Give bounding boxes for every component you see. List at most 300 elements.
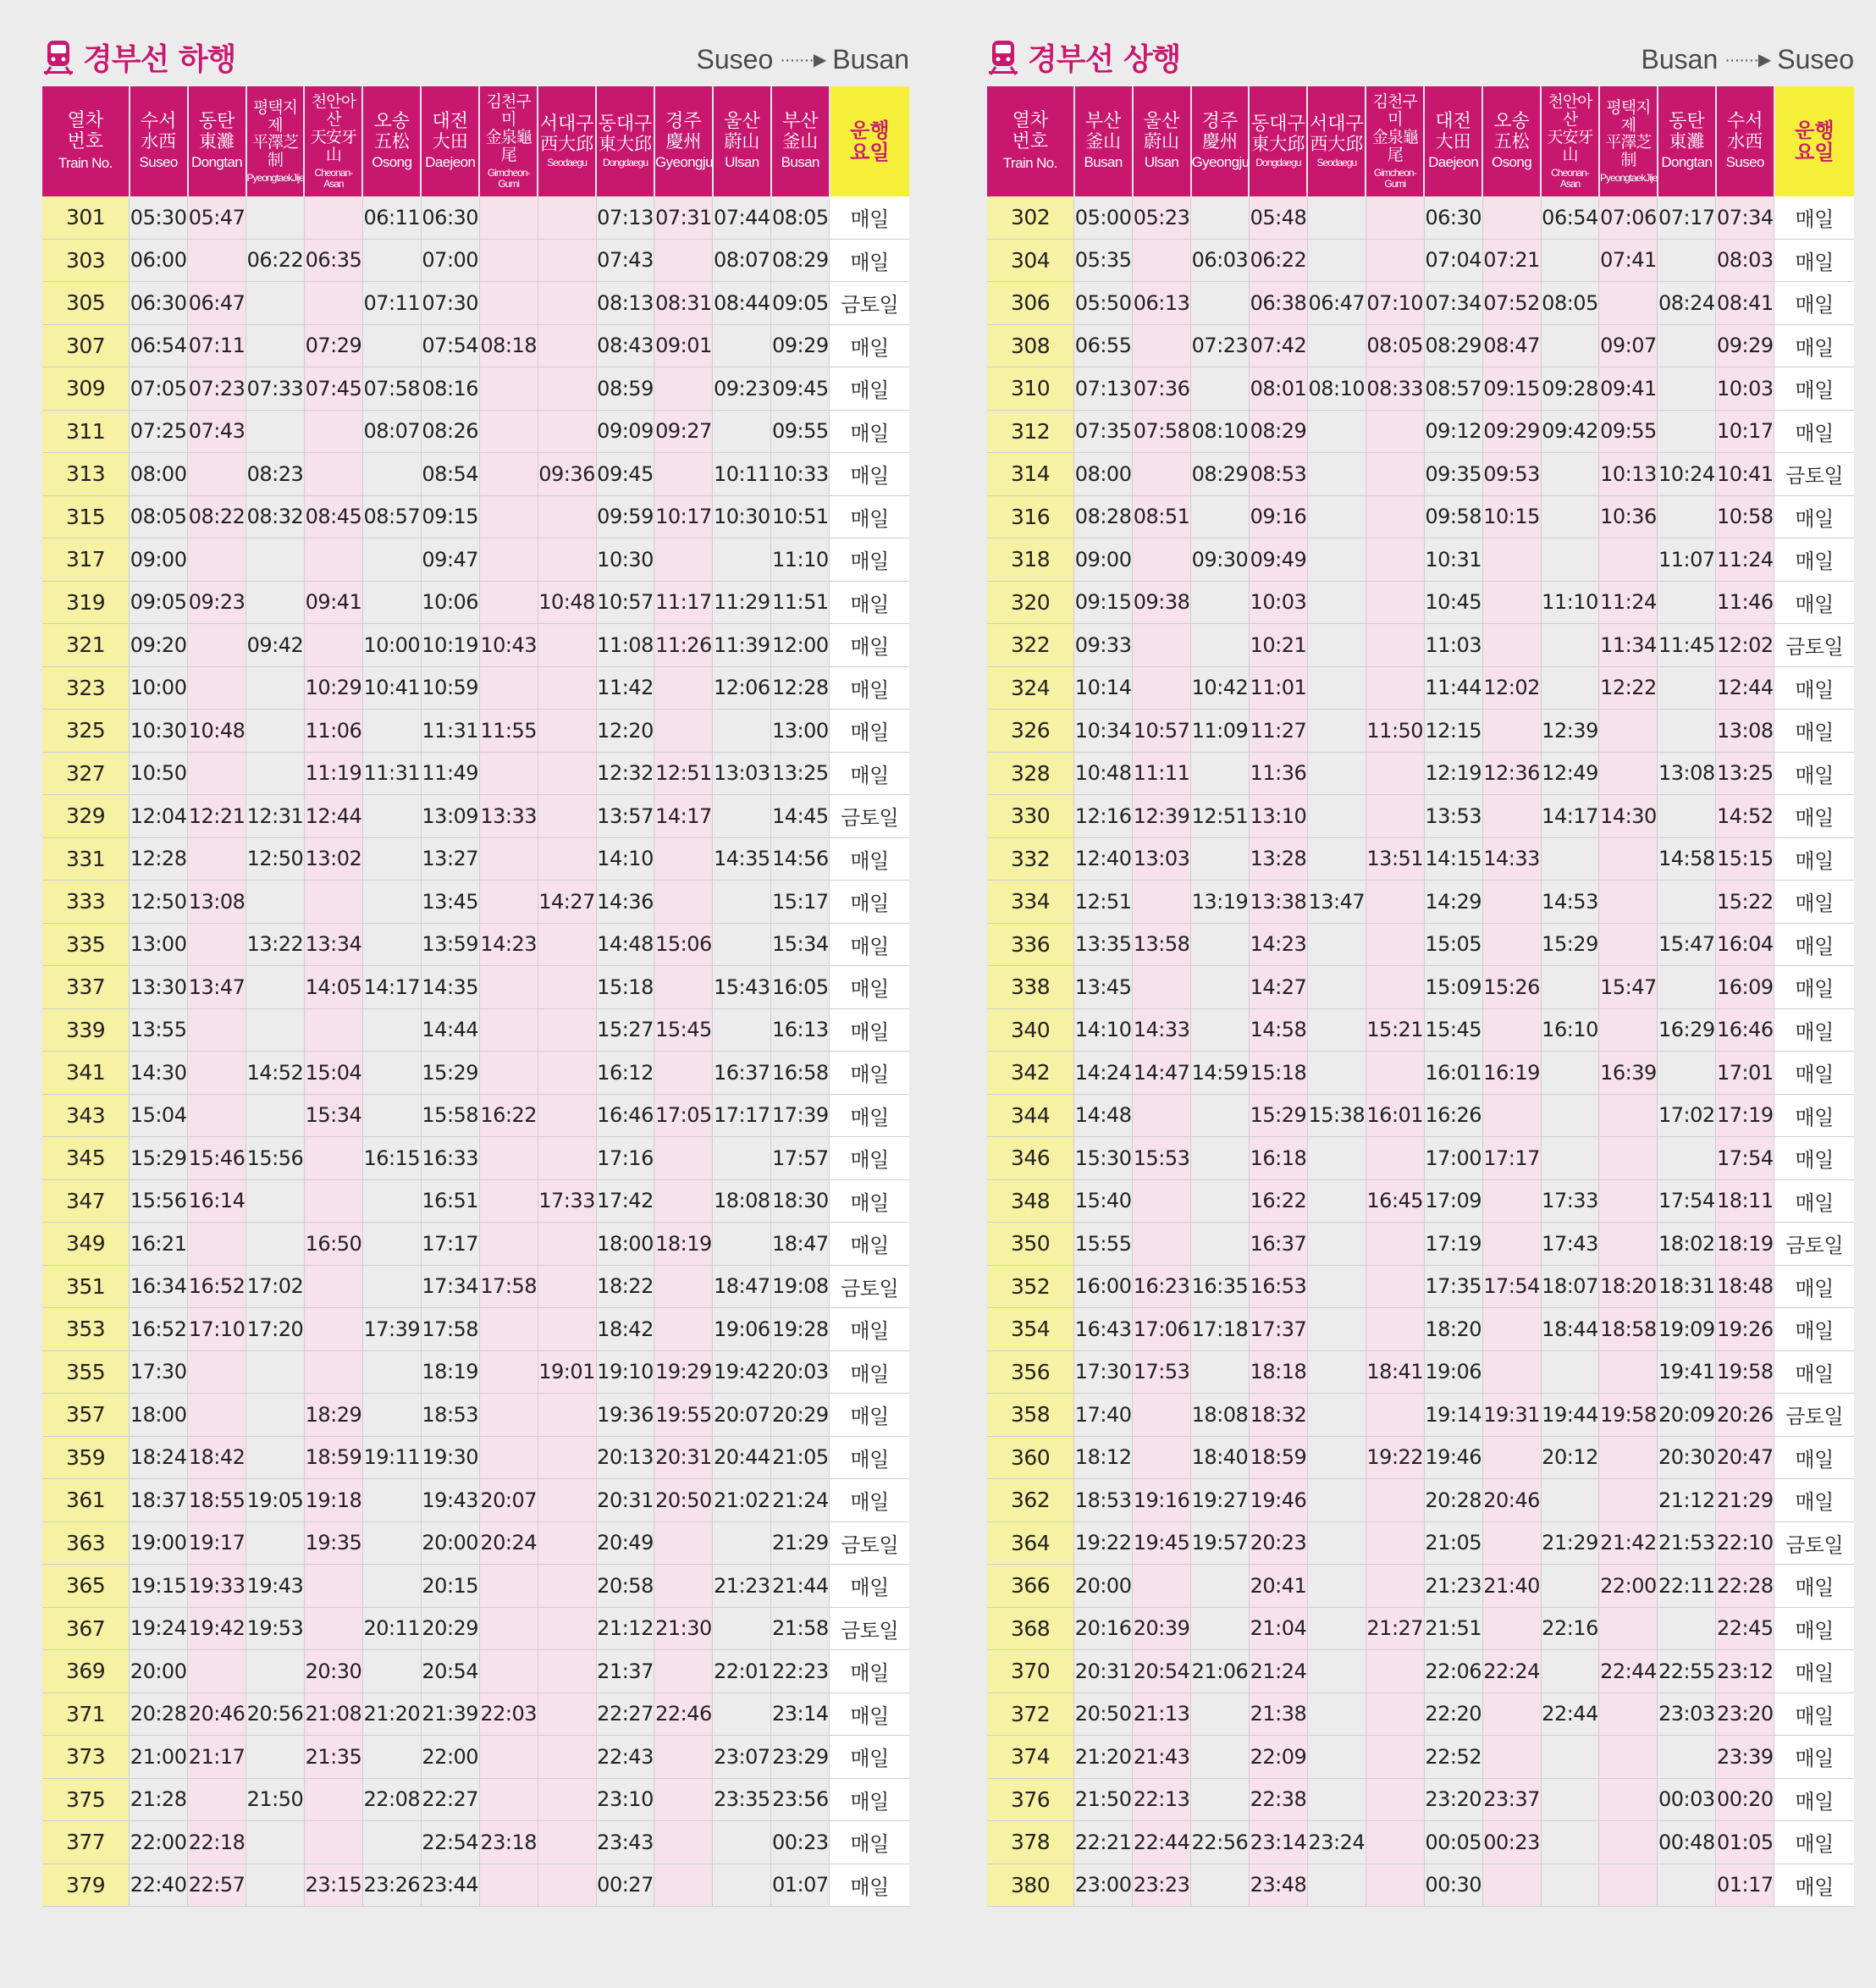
time-cell: 19:15 xyxy=(130,1565,188,1608)
time-cell: 12:49 xyxy=(1541,752,1599,795)
time-cell xyxy=(1133,966,1191,1009)
operating-days-cell: 매일 xyxy=(830,453,909,496)
time-cell xyxy=(1307,1607,1366,1650)
train-number-cell: 356 xyxy=(987,1350,1074,1394)
operating-days-cell: 매일 xyxy=(1774,196,1854,239)
time-cell: 23:20 xyxy=(1716,1693,1774,1736)
operating-days-cell: 매일 xyxy=(830,1223,909,1266)
time-cell: 16:14 xyxy=(188,1179,246,1223)
station-name-hanja: 釜山 xyxy=(1085,131,1122,152)
time-cell: 23:44 xyxy=(421,1864,479,1907)
time-cell xyxy=(654,666,713,710)
route-label xyxy=(697,44,909,75)
time-cell xyxy=(304,1008,362,1052)
time-cell: 23:35 xyxy=(713,1778,771,1821)
time-cell xyxy=(1658,966,1716,1009)
time-cell: 21:20 xyxy=(362,1693,421,1736)
time-cell: 08:29 xyxy=(1191,453,1250,496)
time-cell xyxy=(362,1821,421,1864)
operating-days-header xyxy=(1774,86,1854,196)
time-cell xyxy=(1599,1693,1658,1736)
time-cell xyxy=(479,1052,538,1095)
time-cell: 08:28 xyxy=(1074,495,1133,538)
table-row xyxy=(42,624,909,667)
time-cell xyxy=(1307,1223,1366,1266)
time-cell xyxy=(246,581,305,624)
time-cell: 00:30 xyxy=(1424,1864,1482,1907)
time-cell: 17:54 xyxy=(1658,1179,1716,1223)
time-cell: 09:16 xyxy=(1249,495,1307,538)
time-cell: 19:33 xyxy=(188,1565,246,1608)
time-cell: 06:30 xyxy=(1424,196,1482,239)
time-cell xyxy=(1366,1736,1424,1779)
time-cell: 13:47 xyxy=(188,966,246,1009)
station-name-hanja: 釜山 xyxy=(782,131,819,152)
time-cell: 07:43 xyxy=(188,410,246,453)
time-cell xyxy=(1658,495,1716,538)
time-cell: 15:58 xyxy=(421,1094,479,1137)
time-cell xyxy=(1307,1052,1366,1095)
time-cell: 21:23 xyxy=(713,1565,771,1608)
time-cell: 09:42 xyxy=(1541,410,1599,453)
time-cell: 22:27 xyxy=(421,1778,479,1821)
time-cell xyxy=(1366,1821,1424,1864)
time-cell: 20:00 xyxy=(421,1521,479,1565)
train-number-cell: 339 xyxy=(42,1008,130,1052)
operating-days-cell: 매일 xyxy=(830,1137,909,1180)
time-cell: 22:44 xyxy=(1541,1693,1599,1736)
time-cell: 19:43 xyxy=(246,1565,305,1608)
time-cell: 07:17 xyxy=(1658,196,1716,239)
time-cell xyxy=(1482,1864,1541,1907)
time-cell xyxy=(1482,1223,1541,1266)
time-cell xyxy=(479,666,538,710)
train-number-cell: 370 xyxy=(987,1650,1074,1693)
time-cell: 11:55 xyxy=(479,710,538,753)
table-row xyxy=(987,324,1854,367)
time-cell: 13:00 xyxy=(771,710,830,753)
time-cell: 08:43 xyxy=(596,324,654,367)
time-cell: 10:31 xyxy=(1424,538,1482,582)
time-cell: 09:53 xyxy=(1482,453,1541,496)
train-number-cell: 327 xyxy=(42,752,130,795)
time-cell: 08:44 xyxy=(713,282,771,325)
train-number-cell: 311 xyxy=(42,410,130,453)
time-cell: 15:18 xyxy=(1249,1052,1307,1095)
time-cell: 07:13 xyxy=(596,196,654,239)
time-cell: 09:45 xyxy=(771,367,830,411)
header-ko: 번호 xyxy=(67,130,104,152)
time-cell: 08:57 xyxy=(1424,367,1482,411)
time-cell: 17:30 xyxy=(130,1350,188,1394)
time-cell: 20:15 xyxy=(421,1565,479,1608)
time-cell: 19:58 xyxy=(1599,1394,1658,1437)
time-cell: 12:22 xyxy=(1599,666,1658,710)
table-row xyxy=(42,196,909,239)
train-number-cell: 317 xyxy=(42,538,130,582)
table-row xyxy=(42,1265,909,1308)
time-cell: 07:58 xyxy=(362,367,421,411)
time-cell xyxy=(1366,1778,1424,1821)
time-cell: 15:05 xyxy=(1424,923,1482,966)
table-row xyxy=(987,1436,1854,1479)
time-cell xyxy=(1191,752,1250,795)
time-cell: 23:14 xyxy=(771,1693,830,1736)
time-cell: 08:57 xyxy=(362,495,421,538)
time-cell xyxy=(362,837,421,881)
operating-days-cell: 금토일 xyxy=(1774,624,1854,667)
time-cell xyxy=(188,624,246,667)
time-cell xyxy=(479,1436,538,1479)
time-cell xyxy=(1482,624,1541,667)
time-cell: 21:23 xyxy=(1424,1565,1482,1608)
time-cell: 14:35 xyxy=(421,966,479,1009)
time-cell: 20:54 xyxy=(421,1650,479,1693)
time-cell xyxy=(538,1008,596,1052)
station-header-pyeongtaekjije xyxy=(246,86,305,196)
time-cell: 10:13 xyxy=(1599,453,1658,496)
train-number-cell: 323 xyxy=(42,666,130,710)
time-cell: 06:30 xyxy=(421,196,479,239)
time-cell: 22:00 xyxy=(1599,1565,1658,1608)
time-cell xyxy=(713,1008,771,1052)
train-number-cell: 355 xyxy=(42,1350,130,1394)
train-number-cell: 365 xyxy=(42,1565,130,1608)
time-cell xyxy=(713,1693,771,1736)
operating-days-cell: 매일 xyxy=(830,752,909,795)
time-cell xyxy=(1366,1565,1424,1608)
time-cell: 23:03 xyxy=(1658,1693,1716,1736)
time-cell: 16:51 xyxy=(421,1179,479,1223)
time-cell: 23:48 xyxy=(1249,1864,1307,1907)
time-cell: 12:00 xyxy=(771,624,830,667)
time-cell: 11:44 xyxy=(1424,666,1482,710)
station-header-suseo xyxy=(130,86,188,196)
time-cell: 06:11 xyxy=(362,196,421,239)
time-cell xyxy=(362,324,421,367)
time-cell xyxy=(1191,495,1250,538)
time-cell xyxy=(1366,1394,1424,1437)
time-cell: 00:27 xyxy=(596,1864,654,1907)
station-name-hanja: 東灘 xyxy=(199,131,235,152)
time-cell: 12:44 xyxy=(1716,666,1774,710)
train-number-cell: 333 xyxy=(42,881,130,924)
time-cell: 21:05 xyxy=(1424,1521,1482,1565)
station-header-ulsan xyxy=(1133,86,1191,196)
time-cell: 17:01 xyxy=(1716,1052,1774,1095)
time-cell xyxy=(1191,1607,1250,1650)
time-cell: 22:54 xyxy=(421,1821,479,1864)
time-cell: 22:21 xyxy=(1074,1821,1133,1864)
time-cell xyxy=(362,581,421,624)
operating-days-cell: 매일 xyxy=(1774,1607,1854,1650)
time-cell: 21:53 xyxy=(1658,1521,1716,1565)
operating-days-cell: 매일 xyxy=(830,624,909,667)
timetable-up xyxy=(987,86,1854,1907)
operating-days-cell: 매일 xyxy=(1774,1479,1854,1522)
time-cell xyxy=(1482,1179,1541,1223)
operating-days-cell: 매일 xyxy=(830,581,909,624)
table-row xyxy=(987,881,1854,924)
time-cell: 11:24 xyxy=(1716,538,1774,582)
time-cell: 18:31 xyxy=(1658,1265,1716,1308)
time-cell: 13:55 xyxy=(130,1008,188,1052)
time-cell: 23:12 xyxy=(1716,1650,1774,1693)
time-cell: 20:41 xyxy=(1249,1565,1307,1608)
train-number-cell: 351 xyxy=(42,1265,130,1308)
time-cell: 17:18 xyxy=(1191,1308,1250,1351)
time-cell: 12:40 xyxy=(1074,837,1133,881)
line-title: 경부선 상행 xyxy=(1028,42,1181,77)
time-cell xyxy=(538,1394,596,1437)
station-name-en: Cheonan-Asan xyxy=(1551,166,1589,190)
time-cell xyxy=(362,1094,421,1137)
time-cell: 00:03 xyxy=(1658,1778,1716,1821)
time-cell xyxy=(479,282,538,325)
operating-days-cell: 매일 xyxy=(830,1864,909,1907)
time-cell xyxy=(1541,324,1599,367)
operating-days-cell: 매일 xyxy=(1774,495,1854,538)
time-cell: 09:12 xyxy=(1424,410,1482,453)
table-row xyxy=(42,1650,909,1693)
time-cell xyxy=(1366,795,1424,838)
time-cell: 20:31 xyxy=(1074,1650,1133,1693)
time-cell xyxy=(362,1008,421,1052)
time-cell: 15:47 xyxy=(1658,923,1716,966)
time-cell: 15:56 xyxy=(130,1179,188,1223)
time-cell xyxy=(713,538,771,582)
time-cell: 20:49 xyxy=(596,1521,654,1565)
time-cell xyxy=(1599,1821,1658,1864)
time-cell: 19:18 xyxy=(304,1479,362,1522)
time-cell: 08:22 xyxy=(188,495,246,538)
operating-days-cell: 매일 xyxy=(1774,1565,1854,1608)
time-cell: 18:07 xyxy=(1541,1265,1599,1308)
time-cell xyxy=(1599,1094,1658,1137)
time-cell xyxy=(1366,1521,1424,1565)
station-header-gimcheon-gumi xyxy=(479,86,538,196)
time-cell: 11:24 xyxy=(1599,581,1658,624)
time-cell xyxy=(1658,1864,1716,1907)
time-cell xyxy=(538,1479,596,1522)
header-ko: 운행 xyxy=(1795,118,1835,142)
time-cell: 08:01 xyxy=(1249,367,1307,411)
operating-days-cell: 매일 xyxy=(830,1565,909,1608)
time-cell xyxy=(479,1736,538,1779)
time-cell xyxy=(246,1179,305,1223)
time-cell xyxy=(713,1864,771,1907)
time-cell: 18:12 xyxy=(1074,1436,1133,1479)
time-cell xyxy=(538,752,596,795)
time-cell: 09:30 xyxy=(1191,538,1250,582)
time-cell xyxy=(1307,923,1366,966)
time-cell xyxy=(362,1565,421,1608)
train-number-cell: 366 xyxy=(987,1565,1074,1608)
time-cell: 22:38 xyxy=(1249,1778,1307,1821)
time-cell: 19:00 xyxy=(130,1521,188,1565)
time-cell: 21:06 xyxy=(1191,1650,1250,1693)
time-cell: 19:01 xyxy=(538,1350,596,1394)
time-cell: 05:48 xyxy=(1249,196,1307,239)
time-cell: 17:35 xyxy=(1424,1265,1482,1308)
time-cell xyxy=(1307,1265,1366,1308)
operating-days-cell: 금토일 xyxy=(830,1521,909,1565)
station-name-hanja: 東大邱 xyxy=(599,133,652,154)
time-cell: 22:27 xyxy=(596,1693,654,1736)
station-header-daejeon xyxy=(1424,86,1482,196)
station-name-hanja: 慶州 xyxy=(1201,131,1238,152)
time-cell: 16:04 xyxy=(1716,923,1774,966)
time-cell: 15:29 xyxy=(1541,923,1599,966)
time-cell: 08:00 xyxy=(130,453,188,496)
time-cell: 08:31 xyxy=(654,282,713,325)
time-cell xyxy=(188,1052,246,1095)
operating-days-cell: 매일 xyxy=(830,881,909,924)
time-cell xyxy=(1658,710,1716,753)
table-row xyxy=(42,1864,909,1907)
time-cell: 10:15 xyxy=(1482,495,1541,538)
station-header-dongdaegu xyxy=(1249,86,1307,196)
time-cell: 11:31 xyxy=(362,752,421,795)
time-cell xyxy=(538,1821,596,1864)
time-cell xyxy=(654,837,713,881)
operating-days-cell: 매일 xyxy=(830,1821,909,1864)
time-cell: 11:26 xyxy=(654,624,713,667)
time-cell: 16:22 xyxy=(479,1094,538,1137)
time-cell: 09:41 xyxy=(304,581,362,624)
time-cell: 09:15 xyxy=(421,495,479,538)
time-cell: 01:05 xyxy=(1716,1821,1774,1864)
time-cell: 13:57 xyxy=(596,795,654,838)
time-cell: 07:33 xyxy=(246,367,305,411)
time-cell: 19:06 xyxy=(713,1308,771,1351)
time-cell: 18:20 xyxy=(1424,1308,1482,1351)
station-name-ko: 경주 xyxy=(665,111,702,133)
station-name-hanja: 五松 xyxy=(373,131,410,152)
time-cell: 18:20 xyxy=(1599,1265,1658,1308)
time-cell: 16:53 xyxy=(1249,1265,1307,1308)
time-cell: 12:32 xyxy=(596,752,654,795)
operating-days-cell: 매일 xyxy=(1774,581,1854,624)
train-number-cell: 375 xyxy=(42,1778,130,1821)
time-cell: 08:05 xyxy=(771,196,830,239)
time-cell xyxy=(1541,966,1599,1009)
table-row xyxy=(42,1137,909,1180)
train-number-cell: 306 xyxy=(987,282,1074,325)
time-cell: 09:42 xyxy=(246,624,305,667)
time-cell: 11:08 xyxy=(596,624,654,667)
train-number-cell: 309 xyxy=(42,367,130,411)
time-cell: 11:31 xyxy=(421,710,479,753)
time-cell: 22:55 xyxy=(1658,1650,1716,1693)
time-cell: 10:14 xyxy=(1074,666,1133,710)
time-cell xyxy=(1599,1179,1658,1223)
time-cell xyxy=(1307,795,1366,838)
time-cell: 21:29 xyxy=(1716,1479,1774,1522)
time-cell xyxy=(362,923,421,966)
time-cell: 06:30 xyxy=(130,282,188,325)
time-cell xyxy=(188,239,246,282)
time-cell xyxy=(246,966,305,1009)
time-cell: 09:05 xyxy=(771,282,830,325)
time-cell: 09:55 xyxy=(771,410,830,453)
table-row xyxy=(42,1693,909,1736)
time-cell: 10:41 xyxy=(362,666,421,710)
station-name-en: Ulsan xyxy=(1144,154,1179,171)
time-cell: 10:00 xyxy=(130,666,188,710)
time-cell: 12:16 xyxy=(1074,795,1133,838)
table-row xyxy=(987,1265,1854,1308)
station-name-hanja: 天安牙山 xyxy=(1547,127,1593,164)
time-cell: 22:44 xyxy=(1133,1821,1191,1864)
time-cell: 16:01 xyxy=(1424,1052,1482,1095)
time-cell: 10:00 xyxy=(362,624,421,667)
time-cell xyxy=(1599,538,1658,582)
time-cell: 16:46 xyxy=(1716,1008,1774,1052)
time-cell: 20:11 xyxy=(362,1607,421,1650)
line-title: 경부선 하행 xyxy=(83,42,236,77)
time-cell: 10:42 xyxy=(1191,666,1250,710)
table-row xyxy=(42,538,909,582)
operating-days-cell: 매일 xyxy=(1774,239,1854,282)
time-cell xyxy=(538,324,596,367)
train-number-cell: 350 xyxy=(987,1223,1074,1266)
time-cell: 15:45 xyxy=(1424,1008,1482,1052)
time-cell: 18:53 xyxy=(1074,1479,1133,1522)
station-name-en: PyeongtaekJije xyxy=(246,172,304,185)
time-cell xyxy=(1307,1137,1366,1180)
station-name-en: Cheonan-Asan xyxy=(314,166,353,190)
station-name-hanja: 慶州 xyxy=(665,131,702,152)
time-cell: 10:51 xyxy=(771,495,830,538)
operating-days-cell: 매일 xyxy=(830,1094,909,1137)
operating-days-cell: 매일 xyxy=(830,837,909,881)
time-cell xyxy=(188,666,246,710)
time-cell: 16:45 xyxy=(1366,1179,1424,1223)
time-cell xyxy=(1482,1607,1541,1650)
time-cell: 21:27 xyxy=(1366,1607,1424,1650)
station-header-dongtan xyxy=(188,86,246,196)
operating-days-cell: 매일 xyxy=(830,239,909,282)
time-cell: 11:03 xyxy=(1424,624,1482,667)
time-cell xyxy=(538,1650,596,1693)
table-row xyxy=(987,1693,1854,1736)
time-cell xyxy=(538,1094,596,1137)
table-row xyxy=(42,282,909,325)
time-cell: 23:43 xyxy=(596,1821,654,1864)
table-row xyxy=(42,1607,909,1650)
time-cell: 06:55 xyxy=(1074,324,1133,367)
time-cell: 23:29 xyxy=(771,1736,830,1779)
time-cell: 12:51 xyxy=(654,752,713,795)
time-cell xyxy=(1307,1693,1366,1736)
time-cell: 20:46 xyxy=(1482,1479,1541,1522)
time-cell xyxy=(1191,1565,1250,1608)
time-cell: 21:30 xyxy=(654,1607,713,1650)
time-cell: 07:10 xyxy=(1366,282,1424,325)
table-row xyxy=(987,624,1854,667)
time-cell: 11:07 xyxy=(1658,538,1716,582)
time-cell xyxy=(1366,538,1424,582)
time-cell xyxy=(1599,710,1658,753)
table-row xyxy=(42,1179,909,1223)
time-cell xyxy=(304,1179,362,1223)
time-cell: 14:29 xyxy=(1424,881,1482,924)
train-number-cell: 349 xyxy=(42,1223,130,1266)
time-cell: 10:11 xyxy=(713,453,771,496)
time-cell: 06:47 xyxy=(1307,282,1366,325)
operating-days-cell: 매일 xyxy=(830,966,909,1009)
